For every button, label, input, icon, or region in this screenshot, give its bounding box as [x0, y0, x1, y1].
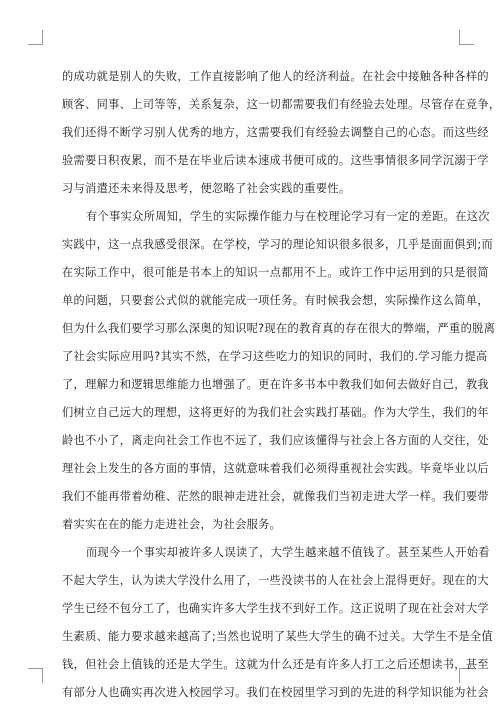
- text-line: 学生已经不包分工了，也确实许多大学生找不到好工作。这正说明了现在社会对大学: [62, 602, 489, 615]
- text-line: 我们还得不断学习别人优秀的地方，这需要我们有经验去调整自己的心态。而这些经: [62, 126, 489, 139]
- text-line: 但为什么我们要学习那么深奥的知识呢?现在的教育真的存在很大的弊端，严重的脱离: [62, 322, 496, 335]
- text-line: 钱，但社会上值钱的还是大学生。这就为什么还是有许多人打工之后还想读书，甚至: [62, 658, 489, 671]
- text-line: 理社会上发生的各方面的事情，这就意味着我们必须得重视社会实践。毕竟毕业以后: [62, 462, 489, 475]
- text-line: 龄也不小了，离走向社会工作也不远了，我们应该懂得与社会上各方面的人交往，处: [62, 434, 489, 447]
- text-line: 单的问题，只要套公式似的就能完成一项任务。有时候我会想，实际操作这么简单，: [62, 294, 489, 307]
- text-line: 的成功就是别人的失败，工作直接影响了他人的经济利益。在社会中接触各种各样的: [62, 70, 489, 83]
- text-line: 验需要日积夜累，而不是在毕业后读本速成书便可成的。这些事情很多同学沉溺于学: [62, 154, 489, 167]
- paragraph-first-line: 有个事实众所周知，学生的实际操作能力与在校理论学习有一定的差距。在这次: [86, 210, 490, 223]
- text-line: 在实际工作中，很可能是书本上的知识一点都用不上。或许工作中运用到的只是很简: [62, 266, 489, 279]
- text-line: 顾客、同事、上司等等，关系复杂，这一切都需要我们有经验去处理。尽管存在竞争，: [62, 98, 500, 111]
- text-line: 习与消遣还未来得及思考，便忽略了社会实践的重要性。: [62, 182, 351, 195]
- text-line: 们树立自己远大的理想，这将更好的为我们社会实践打基础。作为大学生，我们的年: [62, 406, 489, 419]
- text-line: 生素质、能力要求越来越高了;当然也说明了某些大学生的确不过关。大学生不是全值: [62, 630, 494, 643]
- text-line: 不起大学生，认为读大学没什么用了，一些没读书的人在社会上混得更好。现在的大: [62, 574, 489, 587]
- text-line: 有部分人也确实再次进入校园学习。我们在校园里学习到的先进的科学知识能为社会: [62, 686, 489, 699]
- paragraph-first-line: 而现今一个事实却被许多人误读了，大学生越来越不值钱了。甚至某些人开始看: [86, 546, 490, 559]
- text-line: 了，理解力和逻辑思维能力也增强了。更在许多书本中教我们如何去做好自己，教我: [62, 378, 489, 391]
- text-line: 我们不能再带着幼稚、茫然的眼神走进社会，就像我们当初走进大学一样。我们要带: [62, 490, 489, 503]
- text-line: 实践中，这一点我感受很深。在学校，学习的理论知识很多很多，几乎是面面俱到;而: [62, 238, 494, 251]
- text-line: 了社会实际应用吗?其实不然，在学习这些吃力的知识的同时，我们的.学习能力提高: [62, 350, 488, 363]
- text-line: 着实实在在的能力走进社会，为社会服务。: [62, 518, 282, 531]
